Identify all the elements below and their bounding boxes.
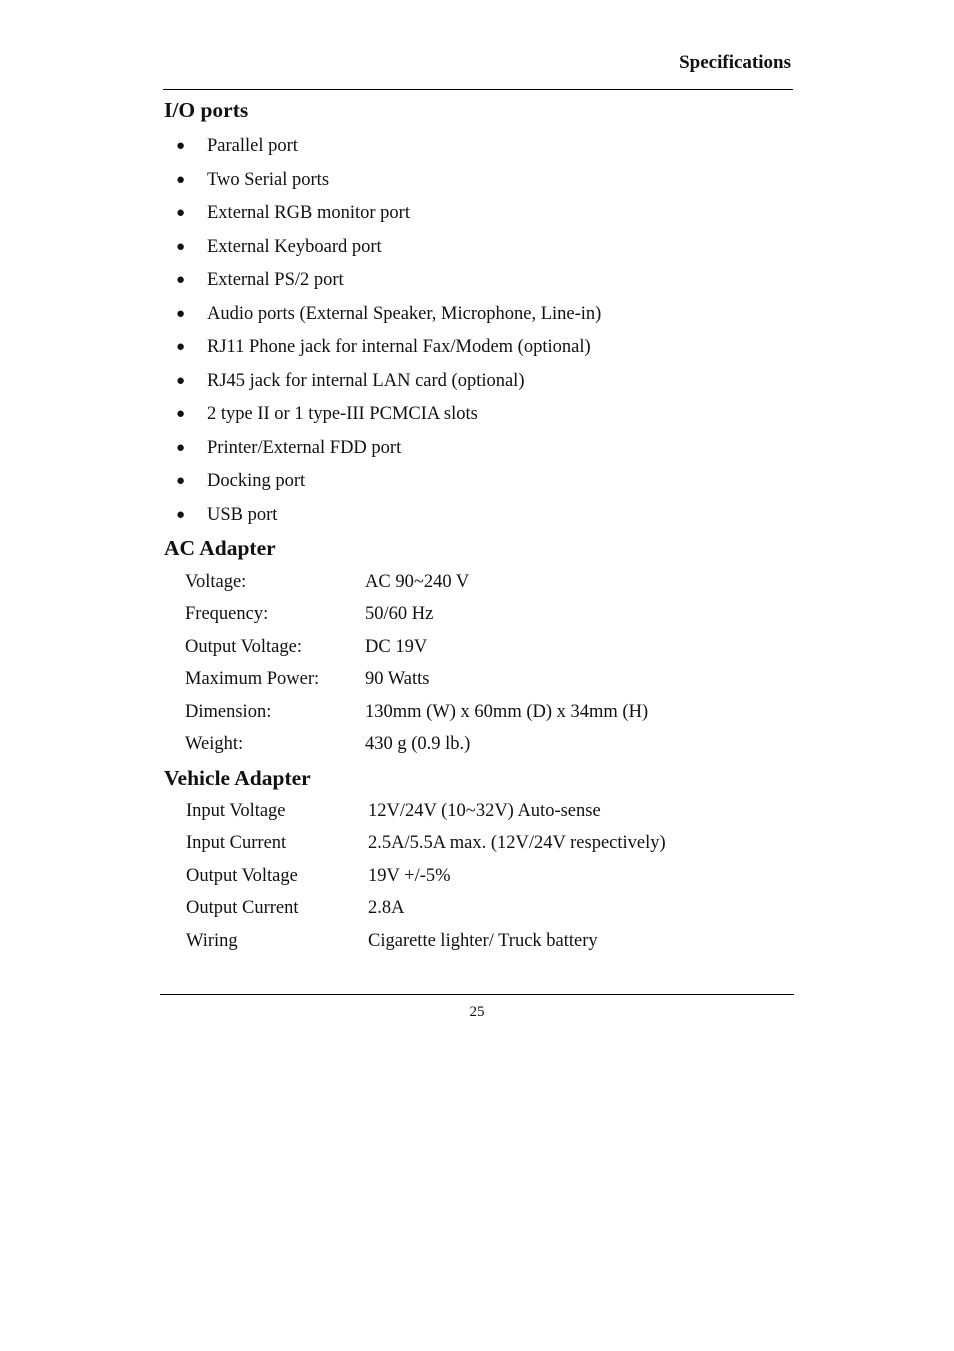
bullet-icon: ● bbox=[176, 238, 186, 255]
spec-label: Output Voltage: bbox=[185, 636, 302, 657]
running-header-title: Specifications bbox=[679, 52, 791, 73]
spec-value: 12V/24V (10~32V) Auto-sense bbox=[368, 801, 601, 821]
bullet-icon: ● bbox=[176, 339, 186, 356]
list-item bbox=[164, 131, 601, 165]
list-item bbox=[164, 366, 601, 400]
list-item-text: External RGB monitor port bbox=[207, 203, 410, 224]
list-item-text: RJ11 Phone jack for internal Fax/Modem (optional) bbox=[207, 337, 591, 358]
spec-label: Voltage: bbox=[185, 572, 247, 592]
spec-value: 2.5A/5.5A max. (12V/24V respectively) bbox=[368, 833, 666, 854]
spec-label: Input Current bbox=[186, 833, 287, 854]
list-item bbox=[164, 466, 601, 500]
list-item-text: External Keyboard port bbox=[207, 236, 382, 257]
spec-value: 90 Watts bbox=[365, 669, 430, 690]
spec-label: Maximum Power: bbox=[185, 669, 320, 690]
bullet-icon: ● bbox=[176, 272, 186, 289]
spec-value: 430 g (0.9 lb.) bbox=[365, 733, 471, 754]
header-rule bbox=[163, 89, 793, 90]
bullet-icon: ● bbox=[176, 507, 186, 524]
list-item-text: RJ45 jack for internal LAN card (optional) bbox=[207, 370, 525, 391]
list-item bbox=[164, 232, 601, 266]
spec-label: Output Voltage bbox=[186, 865, 298, 886]
spec-label: Frequency: bbox=[185, 604, 269, 625]
spec-label: Input Voltage bbox=[186, 801, 286, 821]
list-item bbox=[164, 198, 601, 232]
list-item bbox=[164, 165, 601, 199]
io-ports-list bbox=[164, 131, 601, 534]
list-item bbox=[164, 299, 601, 333]
spec-value: 2.8A bbox=[368, 898, 405, 919]
bullet-icon: ● bbox=[176, 205, 186, 222]
bullet-icon: ● bbox=[176, 473, 186, 490]
list-item bbox=[164, 332, 601, 366]
ac-adapter-heading: AC Adapter bbox=[164, 536, 276, 560]
page-number: 25 bbox=[469, 1004, 485, 1020]
list-item-text: Audio ports (External Speaker, Microphone, Line-in) bbox=[207, 303, 602, 324]
vehicle-adapter-heading: Vehicle Adapter bbox=[164, 766, 311, 790]
spec-value: 19V +/-5% bbox=[368, 865, 451, 886]
spec-value: AC 90~240 V bbox=[365, 572, 470, 592]
spec-value: 50/60 Hz bbox=[365, 604, 434, 625]
list-item-text: External PS/2 port bbox=[207, 270, 344, 291]
bullet-icon: ● bbox=[176, 439, 186, 456]
bullet-icon: ● bbox=[176, 138, 186, 154]
bullet-icon: ● bbox=[176, 406, 186, 423]
spec-label: Dimension: bbox=[185, 701, 272, 722]
spec-label: Output Current bbox=[186, 898, 299, 919]
spec-value: 130mm (W) x 60mm (D) x 34mm (H) bbox=[365, 701, 649, 722]
list-item-text: USB port bbox=[207, 505, 278, 526]
list-item bbox=[164, 399, 601, 433]
list-item-text: Parallel port bbox=[207, 136, 298, 156]
spec-value: DC 19V bbox=[365, 636, 428, 657]
list-item bbox=[164, 433, 601, 467]
list-item-text: 2 type II or 1 type-III PCMCIA slots bbox=[207, 404, 478, 425]
list-item-text: Docking port bbox=[207, 471, 306, 492]
list-item bbox=[164, 500, 601, 534]
footer-rule bbox=[160, 994, 794, 995]
list-item-text: Two Serial ports bbox=[207, 169, 330, 190]
spec-value: Cigarette lighter/ Truck battery bbox=[368, 930, 598, 951]
io-ports-heading: I/O ports bbox=[164, 98, 249, 122]
spec-label: Weight: bbox=[185, 733, 244, 754]
bullet-icon: ● bbox=[176, 305, 186, 322]
list-item-text: Printer/External FDD port bbox=[207, 437, 402, 458]
list-item bbox=[164, 265, 601, 299]
spec-label: Wiring bbox=[186, 930, 238, 951]
bullet-icon: ● bbox=[176, 372, 186, 389]
bullet-icon: ● bbox=[176, 171, 186, 188]
